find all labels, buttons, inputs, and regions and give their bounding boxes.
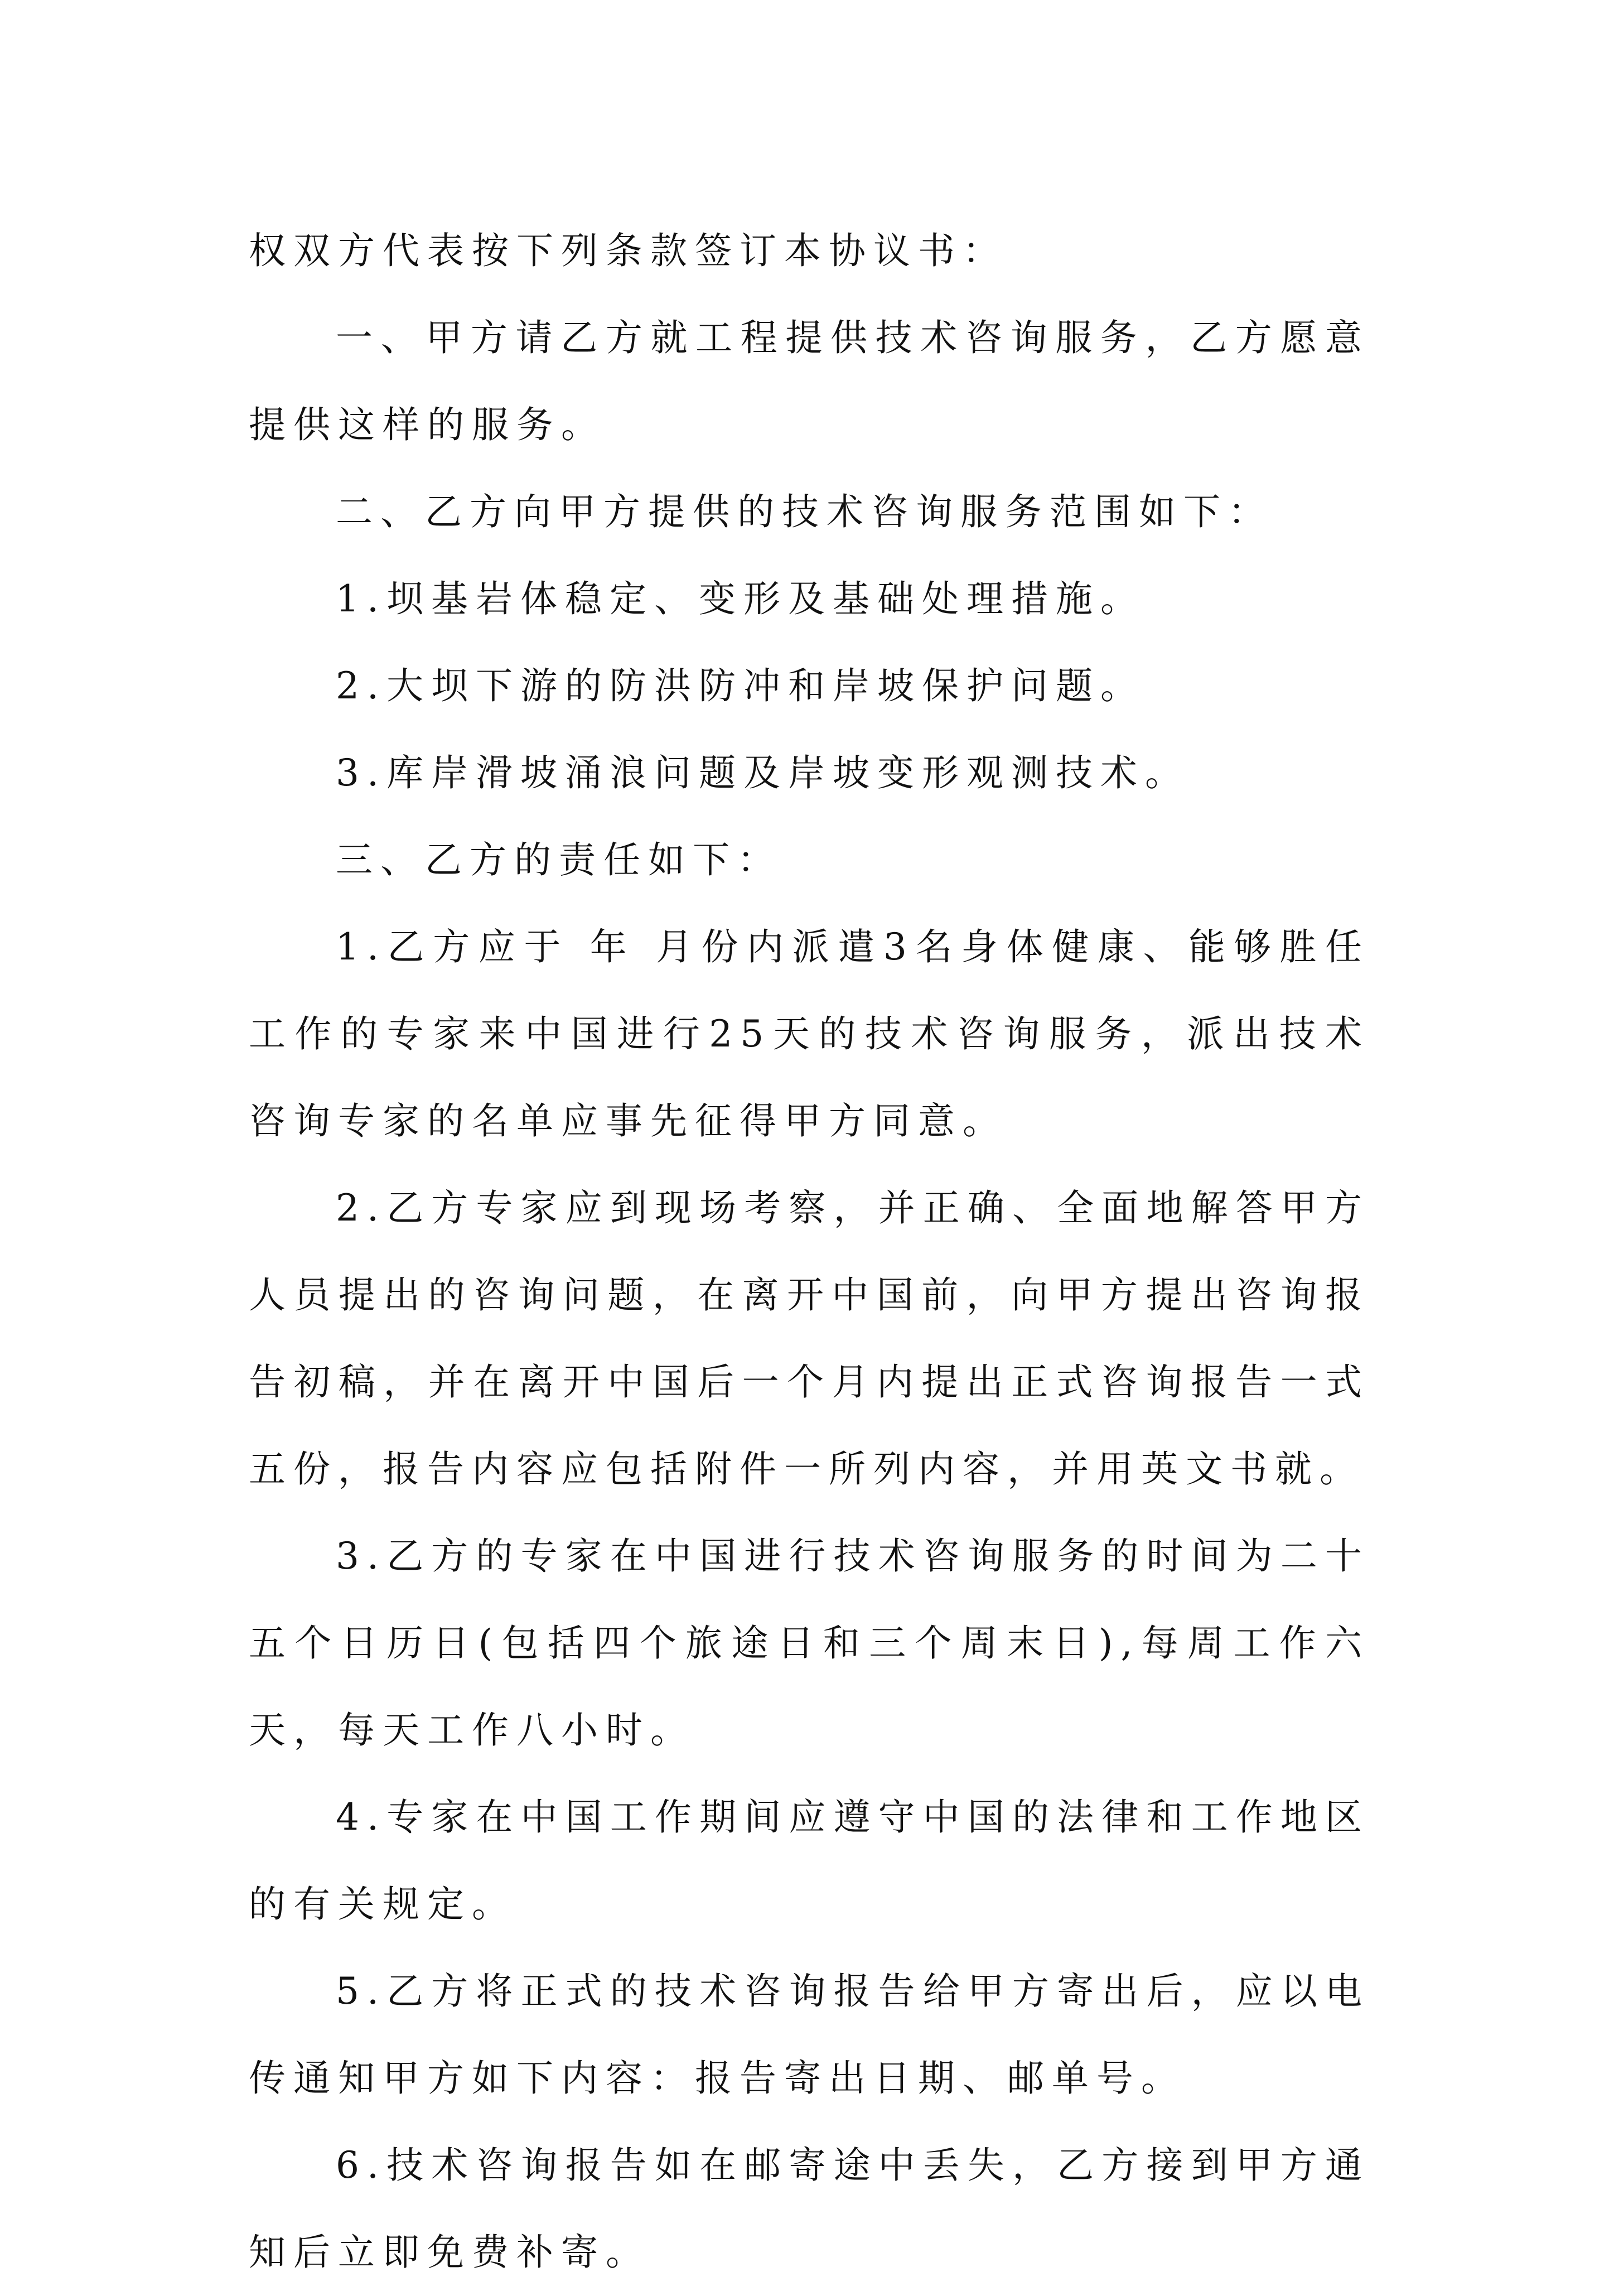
paragraph-clause-3: 三、乙方的责任如下： (336, 838, 782, 881)
paragraph-duty-item-6: 6.技术咨询报告如在邮寄途中丢失，乙方接到甲方通知后立即免费补寄。 (249, 2144, 1370, 2274)
paragraph-intro: 权双方代表按下列条款签订本协议书： (249, 229, 1007, 272)
paragraph-duty-item-1: 1.乙方应于 年 月份内派遣3名身体健康、能够胜任工作的专家来中国进行25天的技术咨询服务，派出技术咨询专家的名单应事先征得甲方同意。 (249, 925, 1370, 1142)
paragraph-scope-item-1: 1.坝基岩体稳定、变形及基础处理措施。 (336, 577, 1145, 620)
document-body (249, 208, 1370, 2296)
paragraph-clause-1: 一、甲方请乙方就工程提供技术咨询服务，乙方愿意提供这样的服务。 (249, 316, 1370, 446)
paragraph-duty-item-2: 2.乙方专家应到现场考察，并正确、全面地解答甲方人员提出的咨询问题，在离开中国前，向甲方提出咨询报告初稿，并在离开中国后一个月内提出正式咨询报告一式五份，报告内容应包括附件一所列内容，并用英文书就。 (249, 1186, 1370, 1491)
paragraph-scope-item-3: 3.库岸滑坡涌浪问题及岸坡变形观测技术。 (336, 751, 1190, 794)
paragraph-clause-2: 二、乙方向甲方提供的技术咨询服务范围如下： (336, 490, 1273, 533)
paragraph-duty-item-4: 4.专家在中国工作期间应遵守中国的法律和工作地区的有关规定。 (249, 1796, 1370, 1926)
paragraph-duty-item-3: 3.乙方的专家在中国进行技术咨询服务的时间为二十五个日历日(包括四个旅途日和三个周末日),每周工作六天，每天工作八小时。 (249, 1535, 1370, 1752)
paragraph-duty-item-5: 5.乙方将正式的技术咨询报告给甲方寄出后，应以电传通知甲方如下内容：报告寄出日期、邮单号。 (249, 1970, 1370, 2100)
paragraph-scope-item-2: 2.大坝下游的防洪防冲和岸坡保护问题。 (336, 664, 1145, 707)
